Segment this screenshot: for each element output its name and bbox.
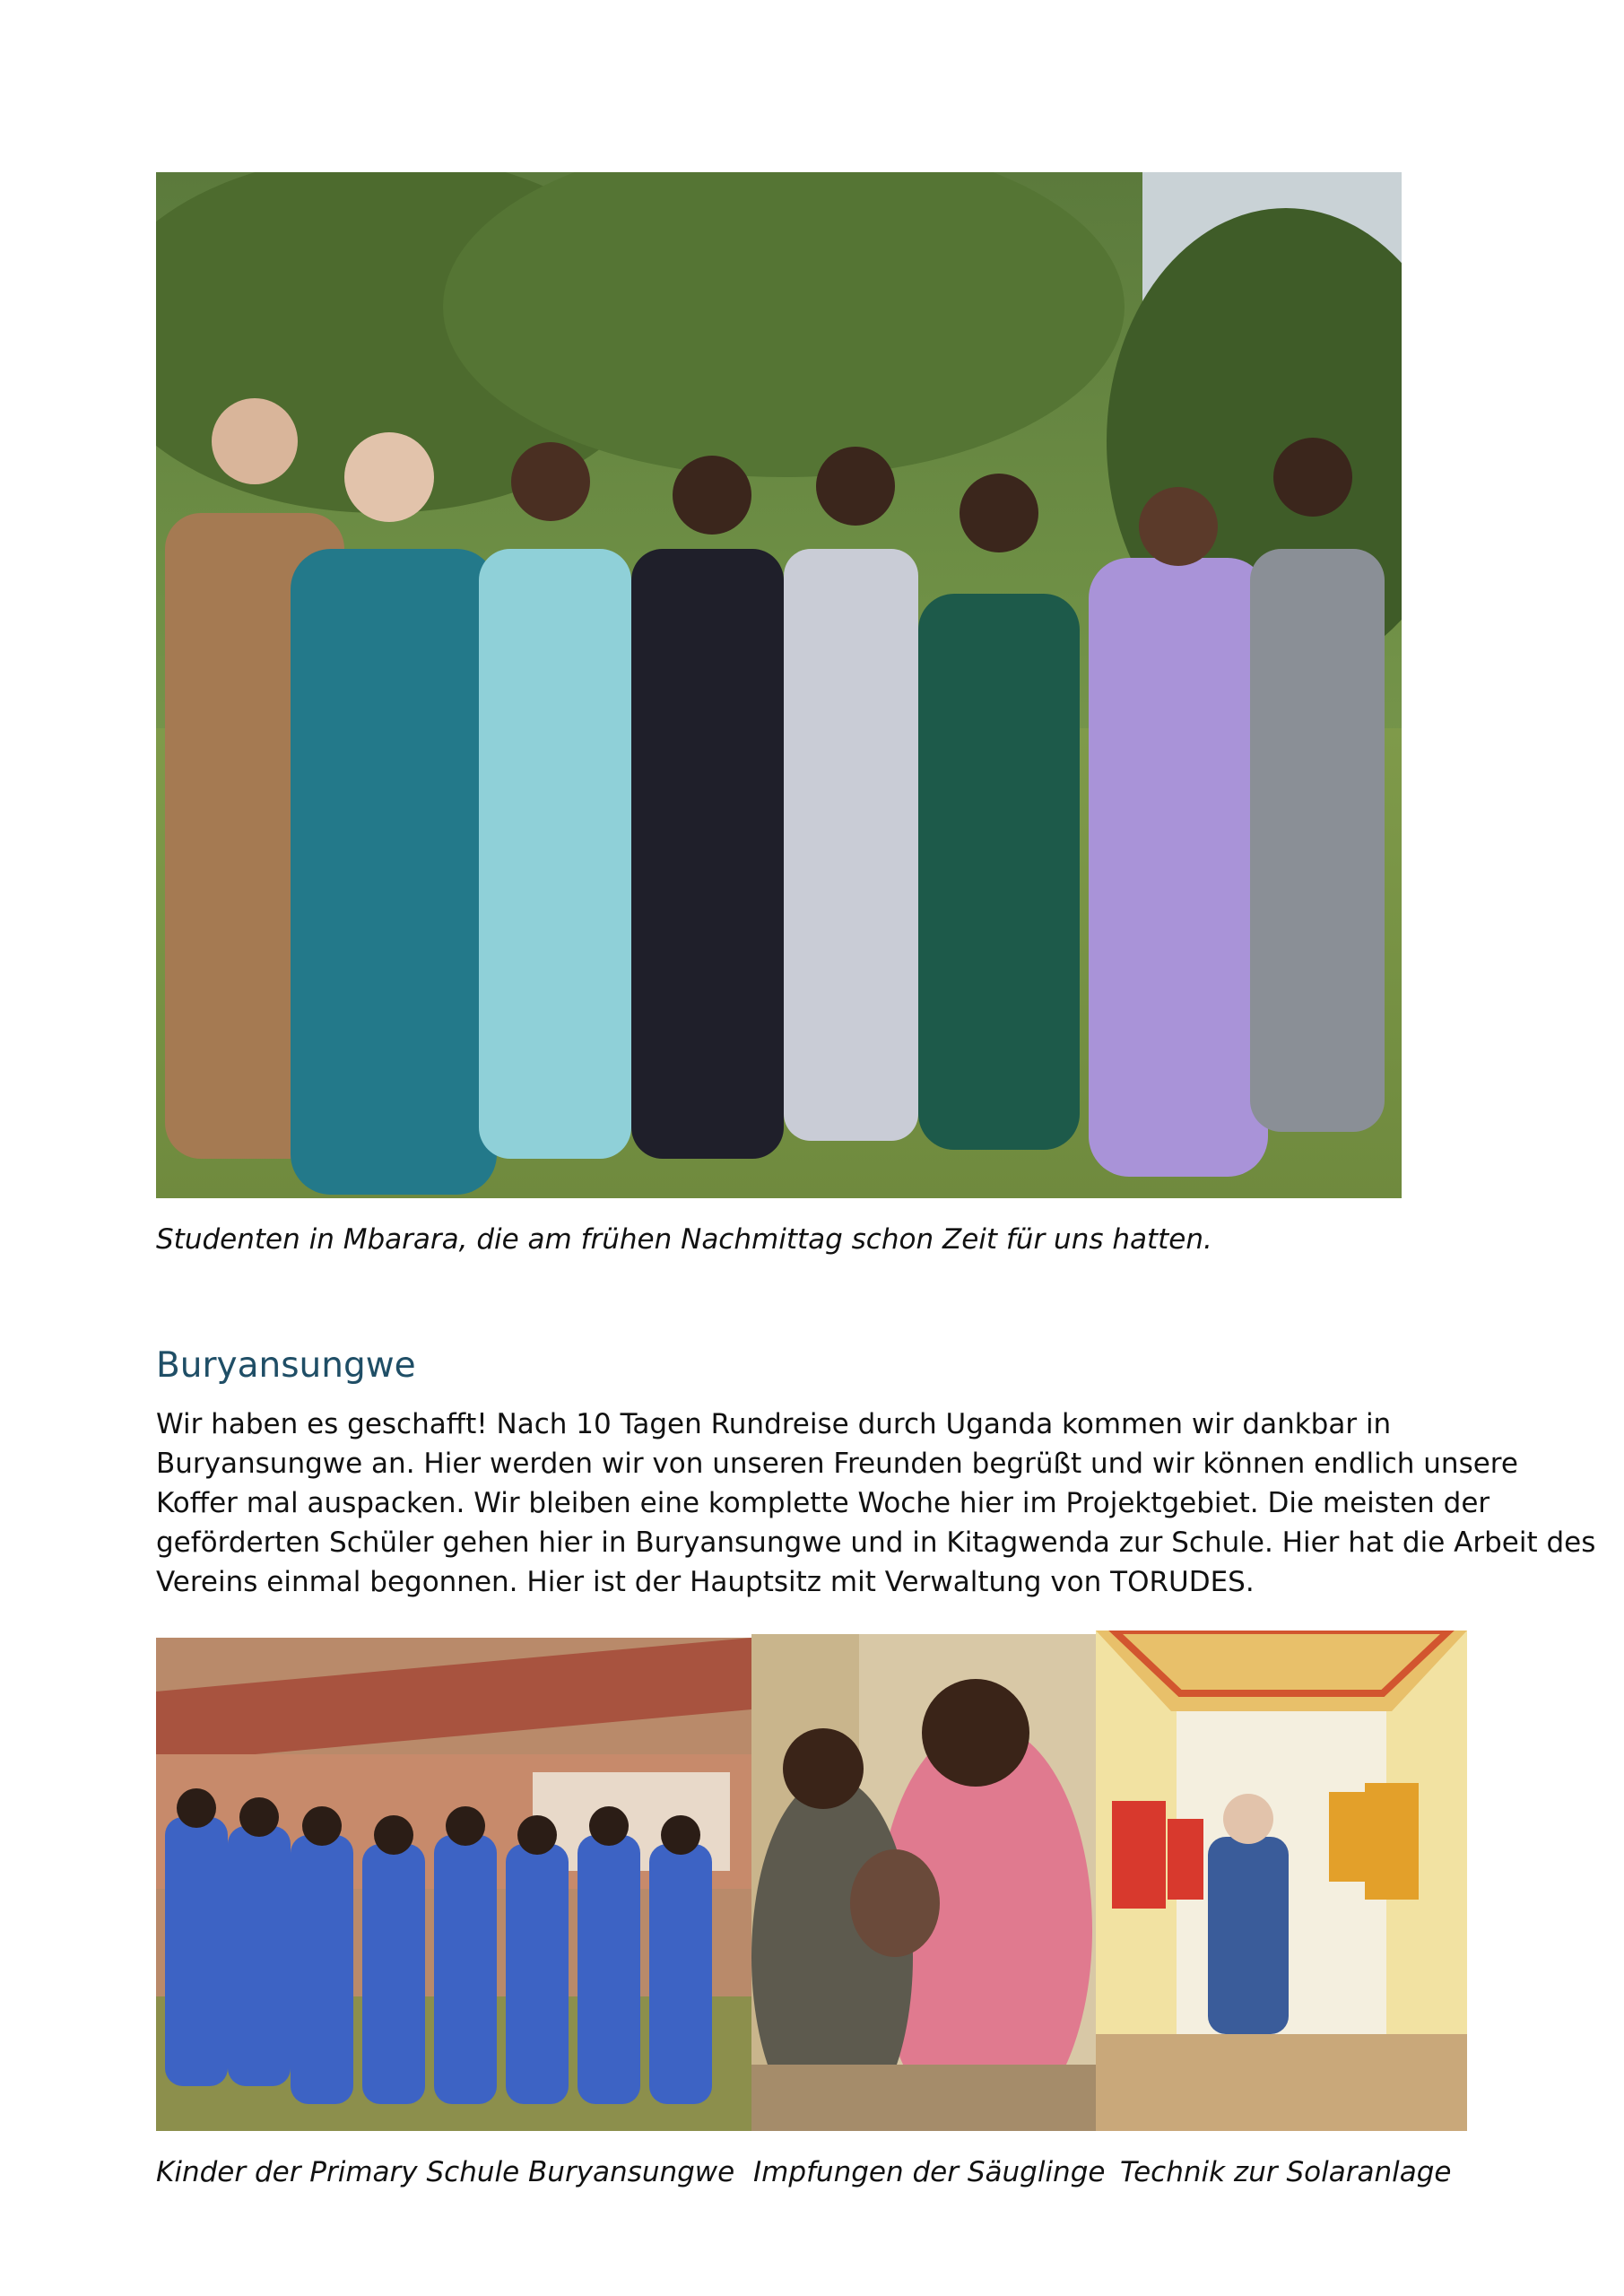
- group-photo-mbarara: [156, 172, 1402, 1198]
- paragraph-line: Wir haben es geschafft! Nach 10 Tagen Rundreise durch Uganda kommen wir dankbar in: [156, 1408, 1392, 1440]
- paragraph-line: Buryansungwe an. Hier werden wir von unseren Freunden begrüßt und wir können endlich unsere: [156, 1448, 1518, 1480]
- solar-photo-caption: Technik zur Solaranlage: [1120, 2156, 1452, 2188]
- paragraph-line: Vereins einmal begonnen. Hier ist der Hauptsitz mit Verwaltung von TORUDES.: [156, 1566, 1255, 1598]
- school-children-photo: [156, 1638, 751, 2131]
- section-heading: Buryansungwe: [156, 1345, 416, 1386]
- group-photo-caption: Studenten in Mbarara, die am frühen Nachmittag schon Zeit für uns hatten.: [156, 1223, 1212, 1256]
- vaccination-photo: [751, 1634, 1096, 2131]
- solar-technology-photo: [1096, 1631, 1467, 2131]
- vaccination-photo-caption: Impfungen der Säuglinge: [753, 2156, 1106, 2188]
- school-photo-caption: Kinder der Primary Schule Buryansungwe: [156, 2156, 735, 2188]
- section-paragraph: [156, 1405, 1596, 1602]
- paragraph-line: geförderten Schüler gehen hier in Buryansungwe und in Kitagwenda zur Schule. Hier hat die Arbeit des: [156, 1526, 1596, 1559]
- paragraph-line: Koffer mal auspacken. Wir bleiben eine komplette Woche hier im Projektgebiet. Die meisten der: [156, 1487, 1490, 1519]
